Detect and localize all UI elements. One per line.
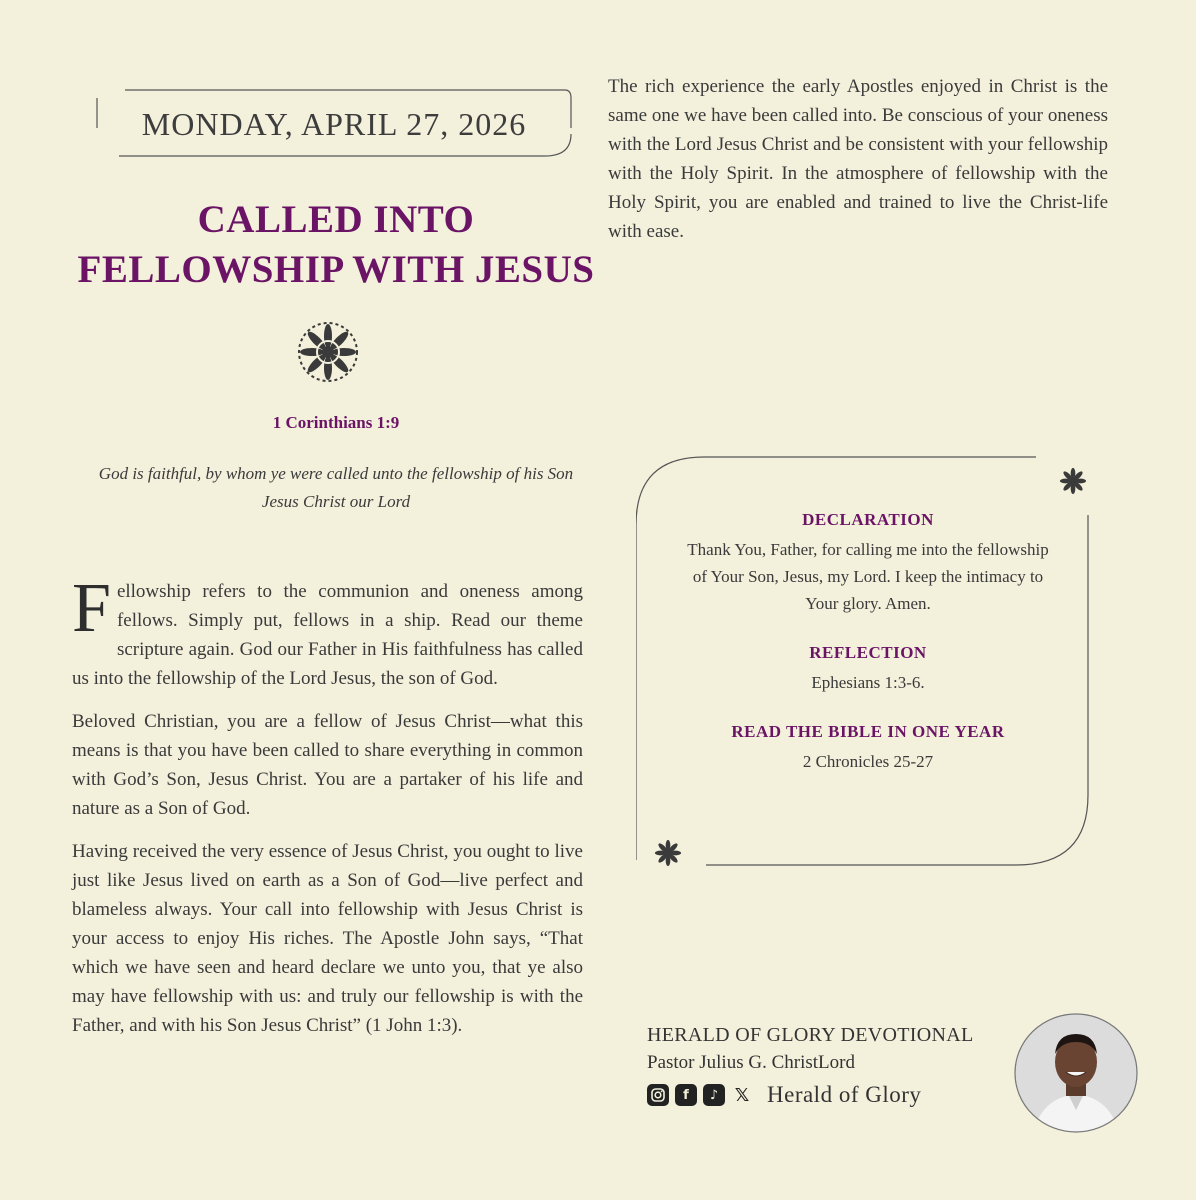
title-line-2: FELLOWSHIP WITH JESUS [77,248,595,291]
declaration-heading: DECLARATION [802,510,934,529]
body-paragraph-2: Beloved Christian, you are a fellow of Jesus Christ—what this means is that you have been called to share everything in common with God’s Son, Jesus Christ. You are a partaker of his life and nature as a Son of God. [72,711,583,819]
intro-paragraph: The rich experience the early Apostles enjoyed in Christ is the same one we have been called into. Be conscious of your oneness with the Lord Jesus Christ and be consistent with your fellowship with the Holy Spirit. In the atmosphere of fellowship with the Holy Spirit, you are enabled and trained to live the Christ-life with ease. [608,76,1108,242]
small-ornament-top-icon [1058,466,1088,496]
scripture-line-2: Jesus Christ our Lord [261,492,411,511]
declaration-content [660,510,1076,775]
reflection-heading: REFLECTION [809,643,927,662]
devotional-title [60,195,612,295]
date-label: MONDAY, APRIL 27, 2026 [141,106,527,142]
instagram-icon[interactable] [647,1084,669,1106]
bible-year-text: 2 Chronicles 25-27 [802,752,934,771]
facebook-icon[interactable]: f [675,1084,697,1106]
bible-year-heading: READ THE BIBLE IN ONE YEAR [731,722,1005,741]
mandala-ornament-icon [296,320,360,384]
body-text [72,570,583,1054]
drop-cap: F [72,570,111,647]
scripture-text [80,460,592,516]
body-paragraph-3: Having received the very essence of Jesus Christ, you ought to live just like Jesus lived on earth as a Son of God—live perfect and blameless always. Your call into fellowship with Jesus Christ is your access to enjoy His riches. The Apostle John says, “That which we have seen and heard declare we unto you, that ye also may have fellowship with us: and truly our fellowship is with the Father, and with his Son Jesus Christ” (1 John 1:3). [72,841,583,1036]
reflection-text: Ephesians 1:3-6. [811,673,925,692]
social-icons [647,1084,753,1106]
body-paragraph-1 [72,570,583,693]
date-box [95,88,573,158]
declaration-text: Thank You, Father, for calling me into the fellowship of Your Son, Jesus, my Lord. I keep the intimacy to Your glory. Amen. [687,540,1049,613]
body-paragraph-1-text: ellowship refers to the communion and oneness among fellows. Simply put, fellows in a ship. Read our theme scripture again. God our Father in His faithfulness has called us into the fellowship of the Lord Jesus, the son of God. [72,581,583,689]
pastor-avatar [1013,1012,1139,1134]
pastor-name: Pastor Julius G. ChristLord [647,1052,855,1073]
small-ornament-bottom-icon [653,838,683,868]
scripture-line-1: God is faithful, by whom ye were called unto the fellowship of his Son [98,464,574,483]
title-line-1: CALLED INTO [197,198,475,241]
x-icon[interactable]: 𝕏 [734,1084,750,1106]
tiktok-icon[interactable]: ♪ [703,1084,725,1106]
social-handle: Herald of Glory [767,1082,922,1107]
scripture-reference: 1 Corinthians 1:9 [272,413,400,432]
devotional-name: HERALD OF GLORY DEVOTIONAL [647,1024,974,1046]
